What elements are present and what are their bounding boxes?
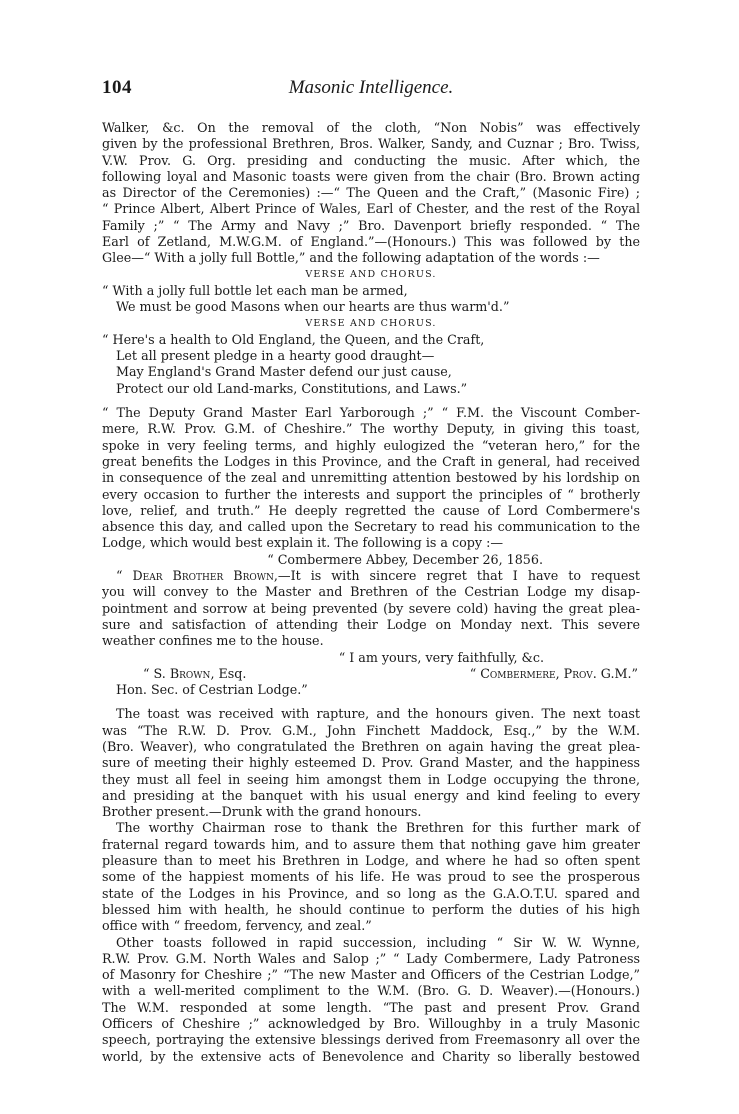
- verse-line: May England's Grand Master defend our just cause,: [116, 364, 452, 380]
- text-line: office with “ freedom, fervency, and zeal.”: [102, 918, 372, 934]
- verse-line: “ With a jolly full bottle let each man be armed,: [102, 282, 408, 298]
- text-line: they must all feel in seeing him amongst them in Lodge occupying the throne,: [102, 771, 640, 787]
- text-line: of Masonry for Cheshire ;” “The new Master and Officers of the Cestrian Lodge,”: [102, 967, 640, 983]
- text-line: R.W. Prov. G.M. North Wales and Salop ;” “ Lady Combermere, Lady Patroness: [102, 950, 640, 966]
- text-line: Earl of Zetland, M.W.G.M. of England.”—(Honours.) This was followed by the: [102, 234, 640, 250]
- running-title: Masonic Intelligence.: [288, 77, 454, 98]
- text-line: every occasion to further the interests and support the principles of “ brotherly: [102, 486, 640, 502]
- letter-addressee-title: Hon. Sec. of Cestrian Lodge.”: [116, 682, 308, 698]
- letter-signature: “ Combermere, Prov. G.M.”: [469, 665, 638, 681]
- text-line: sure of meeting their highly esteemed D. Prov. Grand Master, and the happiness: [102, 755, 640, 771]
- text-line: pleasure than to meet his Brethren in Lodge, and where he had so often spent: [102, 853, 640, 869]
- text-line: in consequence of the zeal and unremitting attention bestowed by his lordship on: [102, 470, 640, 486]
- text-line: speech, portraying the extensive blessings derived from Freemasonry all over the: [102, 1032, 640, 1048]
- text-line: The worthy Chairman rose to thank the Brethren for this further mark of: [116, 820, 640, 836]
- text-line: weather confines me to the house.: [102, 633, 324, 649]
- text-line: “ The Deputy Grand Master Earl Yarborough ;” “ F.M. the Viscount Comber-: [102, 405, 640, 421]
- text-line: Family ;” “ The Army and Navy ;” Bro. Davenport briefly responded. “ The: [102, 217, 640, 233]
- text-line: blessed him with health, he should continue to perform the duties of his high: [102, 901, 640, 917]
- letter-dateline: “ Combermere Abbey, December 26, 1856.: [267, 551, 543, 567]
- addressee-name: Brown: [169, 665, 211, 681]
- paragraph-chairman: [102, 820, 640, 934]
- text-line: and presiding at the banquet with his usual energy and kind feeling to every: [102, 787, 640, 803]
- verse-line: “ Here's a health to Old England, the Queen, and the Craft,: [102, 331, 485, 347]
- page-number: 104: [102, 77, 132, 98]
- text-line: sure and satisfaction of attending their Lodge on Monday next. This severe: [102, 616, 640, 632]
- verse-heading: VERSE AND CHORUS.: [305, 268, 437, 280]
- text-line: great benefits the Lodges in this Province, and the Craft in general, had received: [102, 453, 640, 469]
- letter-closing: “ I am yours, very faithfully, &c.: [338, 649, 544, 665]
- letter-body-first: —It is with sincere regret that I have to request: [277, 568, 640, 584]
- letter-first-line: [102, 568, 640, 584]
- letter-addressee: “ S. Brown, Esq.: [143, 665, 247, 681]
- text-line: some of the happiest moments of his life. He was proud to see the prosperous: [102, 869, 640, 885]
- text-line: following loyal and Masonic toasts were given from the chair (Bro. Brown acting: [102, 168, 640, 184]
- text-line: “ Prince Albert, Albert Prince of Wales, Earl of Chester, and the rest of the Royal: [102, 201, 640, 217]
- text-line: fraternal regard towards him, and to assure them that nothing gave him greater: [102, 836, 640, 852]
- paragraph-toast-maddock: [102, 706, 640, 820]
- letter-block: [102, 552, 640, 699]
- text-line: world, by the extensive acts of Benevolence and Charity so liberally bestowed: [102, 1048, 640, 1064]
- verse-line: We must be good Masons when our hearts are thus warm'd.”: [116, 299, 510, 315]
- text-line: absence this day, and called upon the Secretary to read his communication to the: [102, 519, 640, 535]
- text-line: Walker, &c. On the removal of the cloth, “Non Nobis” was effectively: [102, 120, 640, 135]
- verse-line: Protect our old Land-marks, Constitutions, and Laws.”: [116, 380, 468, 396]
- text-line: The W.M. responded at some length. “The past and present Prov. Grand: [102, 999, 640, 1015]
- letter-signature-row: [102, 666, 640, 682]
- page-header: [102, 77, 640, 104]
- verse-line: Let all present pledge in a hearty good draught—: [116, 348, 435, 364]
- text-line: mere, R.W. Prov. G.M. of Cheshire.” The worthy Deputy, in giving this toast,: [102, 421, 640, 437]
- text-line: Glee—“ With a jolly full Bottle,” and the following adaptation of the words :—: [102, 250, 600, 266]
- text-line: state of the Lodges in his Province, and so long as the G.A.O.T.U. spared and: [102, 885, 640, 901]
- text-line: you will convey to the Master and Brethren of the Cestrian Lodge my disap-: [102, 584, 640, 600]
- text-line: Lodge, which would best explain it. The following is a copy :—: [102, 535, 504, 551]
- article-body: [102, 120, 640, 1065]
- verse-block: [102, 316, 640, 397]
- letter-salutation: “ Dear Brother Brown,: [116, 568, 278, 584]
- text-line: V.W. Prov. G. Org. presiding and conducting the music. After which, the: [102, 152, 640, 168]
- text-line: as Director of the Ceremonies) :—“ The Queen and the Craft,” (Masonic Fire) ;: [102, 185, 640, 201]
- verse-heading: VERSE AND CHORUS.: [305, 317, 437, 329]
- paragraph-opening: [102, 120, 640, 267]
- text-line: The toast was received with rapture, and the honours given. The next toast: [116, 706, 640, 722]
- paragraph-other-toasts: [102, 935, 640, 1065]
- text-line: was “The R.W. D. Prov. G.M., John Finchett Maddock, Esq.,” by the W.M.: [102, 722, 640, 738]
- text-line: with a well-merited compliment to the W.M. (Bro. G. D. Weaver).—(Honours.): [102, 983, 640, 999]
- paragraph-toast-deputy: [102, 405, 640, 552]
- text-line: Officers of Cheshire ;” acknowledged by Bro. Willoughby in a truly Masonic: [102, 1016, 640, 1032]
- text-line: given by the professional Brethren, Bros. Walker, Sandy, and Cuznar ; Bro. Twiss,: [102, 136, 640, 152]
- text-line: Other toasts followed in rapid succession, including “ Sir W. W. Wynne,: [116, 934, 640, 950]
- verse-block: [102, 267, 640, 316]
- text-line: spoke in very feeling terms, and highly eulogized the “veteran hero,” for the: [102, 437, 640, 453]
- text-line: (Bro. Weaver), who congratulated the Brethren on again having the great plea-: [102, 738, 640, 754]
- text-line: pointment and sorrow at being prevented (by severe cold) having the great plea-: [102, 600, 640, 616]
- text-line: Brother present.—Drunk with the grand honours.: [102, 804, 422, 820]
- text-line: love, relief, and truth.” He deeply regretted the cause of Lord Combermere's: [102, 502, 640, 518]
